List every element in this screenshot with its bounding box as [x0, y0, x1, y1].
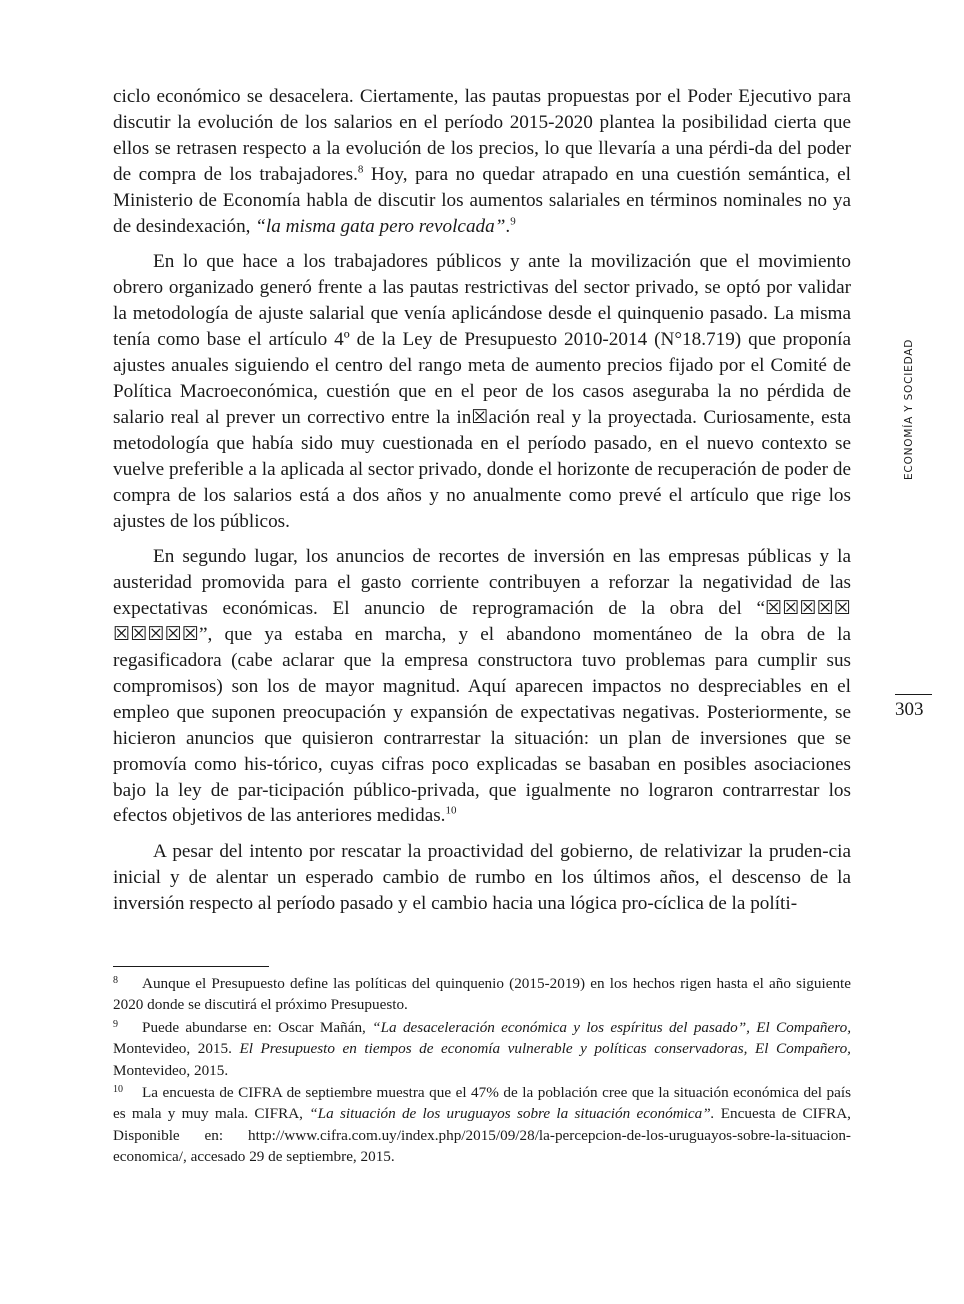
- footnote-10: [113, 1082, 851, 1168]
- footnote-text: Montevideo, 2015.: [113, 1061, 229, 1079]
- footnote-citation-title: El Presupuesto en tiempos de economía vulnerable y políticas conservadoras, El Compañero,: [239, 1040, 851, 1058]
- footnote-separator: [113, 966, 269, 967]
- paragraph-1: [113, 84, 851, 239]
- footnotes: [113, 973, 851, 1169]
- footnote-text: La encuesta de CIFRA de septiembre muestra que el 47% de la población cree que la situación económica del país es mala y muy mala. CIFRA,: [113, 1084, 851, 1123]
- footnote-ref-8[interactable]: 8: [357, 163, 364, 176]
- page-number-rule: [895, 694, 932, 695]
- footnote-ref-10[interactable]: 10: [445, 805, 457, 818]
- footnote-citation-title: “La desaceleración económica y los espíritus del pasado”, El Compañero,: [372, 1018, 852, 1036]
- footnote-8: [113, 973, 851, 1016]
- paragraph-3: [113, 544, 851, 829]
- footnote-text-with-url[interactable]: Encuesta de CIFRA, Disponible en: http://www.cifra.com.uy/index.php/2015/09/28/la-percepcion-de-los-uruguayos-sobre-la-situacion-economica/, accesado 29 de septiembre, 2015.: [113, 1105, 851, 1166]
- paragraph-4: A pesar del intento por rescatar la proactividad del gobierno, de relativizar la pruden-cia inicial y de alentar un esperado cambio de rumbo en los últimos años, el descenso de la inversión respecto al período pasado y el cambio hacia una lógica pro-cíclica de la políti-: [113, 841, 851, 915]
- page-number: 303: [895, 699, 924, 720]
- footnote-number: 8: [113, 975, 118, 986]
- footnote-number: 10: [113, 1084, 123, 1096]
- section-side-label: ECONOMÍA Y SOCIEDAD: [903, 338, 915, 480]
- footnote-text: Puede abundarse en: Oscar Mañán,: [142, 1018, 373, 1036]
- footnote-9: [113, 1017, 851, 1081]
- paragraph-1-quote: “la misma gata pero revolcada”: [255, 215, 506, 237]
- footnote-citation-title: “La situación de los uruguayos sobre la situación económica”.: [309, 1105, 715, 1123]
- main-text: [113, 84, 851, 927]
- footnote-text: Montevideo, 2015.: [113, 1040, 240, 1058]
- paragraph-1-text-b: Hoy, para no quedar atrapado en una cuestión semántica, el Ministerio de Economía habla de discutir los aumentos salariales en términos nominales no ya de desindexación,: [113, 163, 852, 237]
- paragraph-1-text-a: ciclo económico se desacelera. Ciertamente, las pautas propuestas por el Poder Ejecutivo para discutir la evolución de los salarios en el período 2015-2020 plantea la posibilidad cierta que ellos se retrasen respecto a la evolución de los precios, lo que llevaría a una pérdi-da del poder de compra de los trabajadores.: [113, 86, 851, 185]
- footnote-number: 9: [113, 1018, 118, 1030]
- footnote-ref-9[interactable]: 9: [510, 215, 516, 228]
- footnote-text: Aunque el Presupuesto define las políticas del quinquenio (2015-2019) en los hechos rigen hasta el año siguiente 2020 donde se discutirá el próximo Presupuesto.: [113, 975, 851, 1014]
- paragraph-2: En lo que hace a los trabajadores públicos y ante la movilización que el movimiento obrero organizado generó frente a las pautas restrictivas del sector privado, se optó por validar la metodología de ajuste salarial que venía aplicándose desde el quinquenio pasado. La misma tenía como base el artículo 4º de la Ley de Presupuesto 2010-2014 (N°18.719) que proponía ajustes anuales siguiendo el centro del rango meta de aumento precios fijado por el Comité de Política Macroeconómica, cuestión que en el peor de los casos aseguraba la no pérdida de salario real al prever un correctivo entre la in☒ación real y la proyectada. Curiosamente, esta metodología que había sido muy cuestionada en el período pasado, en el nuevo contexto se vuelve preferible a la aplicada al sector privado, donde el horizonte de recuperación de poder de compra de los salarios está a dos años y no anualmente como prevé el artículo que rige los ajustes de los públicos.: [113, 251, 851, 532]
- paragraph-3-text: En segundo lugar, los anuncios de recortes de inversión en las empresas públicas y la austeridad promovida para el gasto corriente contribuyen a reforzar la negatividad de las expectativas económicas. El anuncio de reprogramación de la obra del “☒☒☒☒☒ ☒☒☒☒☒”, que ya estaba en marcha, y el abandono momentáneo de la obra de la regasificadora (cabe aclarar que la empresa constructora tuvo problemas para cumplir sus compromisos) son los de mayor magnitud. Aquí aparecen impactos no despreciables en el empleo que suponen preocupación y expansión de expectativas negativas. Posteriormente, se hicieron anuncios que quisieron contrarrestar la situación: un plan de inversiones que se promovía como his-tórico, cuyas cifras poco explicadas se basaban en posibles asociaciones bajo la ley de par-ticipación público-privada, que igualmente no lograron contrarrestar los efectos objetivos de las anteriores medidas.: [113, 546, 851, 827]
- paragraph-1-text-c: .: [505, 215, 511, 237]
